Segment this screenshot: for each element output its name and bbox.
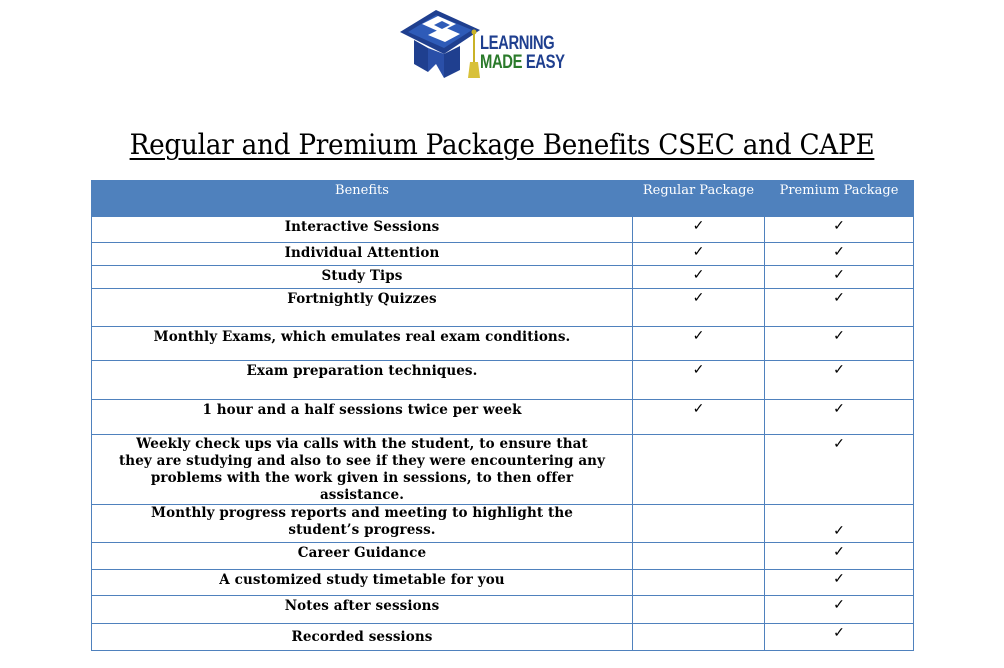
table-row <box>92 543 914 570</box>
regular-check-empty <box>633 543 765 570</box>
logo-word-made: MADE <box>480 52 523 73</box>
logo-word-learning: LEARNING <box>480 33 555 54</box>
premium-check-icon: ✓ <box>765 435 914 505</box>
logo-word-easy: EASY <box>525 52 565 73</box>
table-row <box>92 243 914 266</box>
regular-check-empty <box>633 570 765 596</box>
premium-check-icon: ✓ <box>765 400 914 435</box>
premium-check-icon: ✓ <box>765 596 914 624</box>
benefit-cell: Weekly check ups via calls with the student, to ensure that they are studying and also to see if they were encountering any problems with the work given in sessions, to then offer assistance. <box>92 435 633 505</box>
learning-made-easy-logo <box>398 4 570 84</box>
table-row <box>92 400 914 435</box>
regular-check-empty <box>633 596 765 624</box>
premium-check-icon: ✓ <box>765 217 914 243</box>
benefit-cell: Interactive Sessions <box>92 217 633 243</box>
benefit-cell: A customized study timetable for you <box>92 570 633 596</box>
benefit-cell: Study Tips <box>92 266 633 289</box>
premium-check-icon: ✓ <box>765 243 914 266</box>
regular-check-icon: ✓ <box>633 327 765 361</box>
graduation-cap-icon <box>398 4 488 84</box>
document-title: Regular and Premium Package Benefits CSEC and CAPE <box>129 128 875 161</box>
premium-check-icon: ✓ <box>765 289 914 327</box>
benefit-cell: Monthly Exams, which emulates real exam conditions. <box>92 327 633 361</box>
premium-check-icon: ✓ <box>765 361 914 400</box>
header-regular-package: Regular Package <box>633 181 765 217</box>
table-row <box>92 570 914 596</box>
benefit-cell: Monthly progress reports and meeting to highlight the student’s progress. <box>92 505 633 543</box>
regular-check-icon: ✓ <box>633 266 765 289</box>
benefit-cell: Exam preparation techniques. <box>92 361 633 400</box>
regular-check-icon: ✓ <box>633 361 765 400</box>
table-row <box>92 217 914 243</box>
regular-check-empty <box>633 505 765 543</box>
logo-word-made-easy <box>480 53 565 72</box>
benefit-cell: Fortnightly Quizzes <box>92 289 633 327</box>
table-header-row <box>92 181 914 217</box>
premium-check-icon: ✓ <box>765 266 914 289</box>
benefit-cell: Notes after sessions <box>92 596 633 624</box>
header-benefits: Benefits <box>92 181 633 217</box>
regular-check-icon: ✓ <box>633 217 765 243</box>
table-row <box>92 361 914 400</box>
table-row <box>92 266 914 289</box>
premium-check-icon: ✓ <box>765 543 914 570</box>
regular-check-icon: ✓ <box>633 243 765 266</box>
benefit-cell: 1 hour and a half sessions twice per week <box>92 400 633 435</box>
premium-check-icon: ✓ <box>765 624 914 651</box>
regular-check-icon: ✓ <box>633 289 765 327</box>
table-row <box>92 505 914 543</box>
benefit-cell: Career Guidance <box>92 543 633 570</box>
benefit-cell: Individual Attention <box>92 243 633 266</box>
regular-check-empty <box>633 435 765 505</box>
table-row <box>92 327 914 361</box>
regular-check-empty <box>633 624 765 651</box>
header-premium-package: Premium Package <box>765 181 914 217</box>
premium-check-icon: ✓ <box>765 327 914 361</box>
premium-check-icon: ✓ <box>765 505 914 543</box>
table-row <box>92 435 914 505</box>
benefit-cell: Recorded sessions <box>92 624 633 651</box>
table-row <box>92 289 914 327</box>
benefits-table <box>91 180 914 651</box>
premium-check-icon: ✓ <box>765 570 914 596</box>
table-row <box>92 596 914 624</box>
table-row <box>92 624 914 651</box>
regular-check-icon: ✓ <box>633 400 765 435</box>
